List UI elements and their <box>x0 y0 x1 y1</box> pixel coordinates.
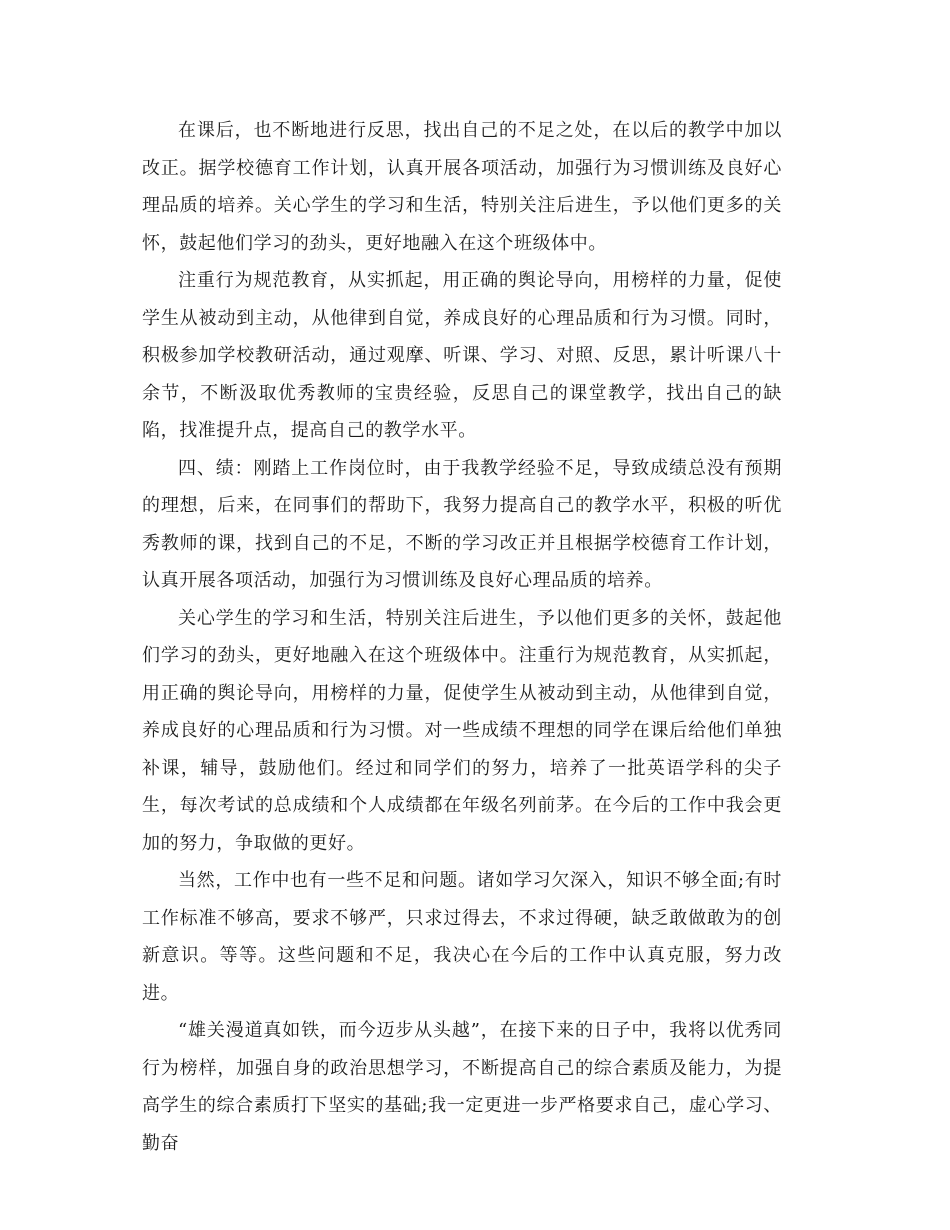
paragraph-student-care: 关心学生的学习和生活，特别关注后进生，予以他们更多的关怀，鼓起他们学习的劲头，更好地融入在这个班级体中。注重行为规范教育，从实抓起，用正确的舆论导向，用榜样的力量，促使学生从被动到主动，从他律到自觉，养成良好的心理品质和行为习惯。对一些成绩不理想的同学在课后给他们单独补课，辅导，鼓励他们。经过和同学们的努力，培养了一批英语学科的尖子生，每次考试的总成绩和个人成绩都在年级名列前茅。在今后的工作中我会更加的努力，争取做的更好。 <box>142 607 782 854</box>
paragraph-achievements: 四、绩：刚踏上工作岗位时，由于我教学经验不足，导致成绩总没有预期的理想，后来，在同事们的帮助下，我努力提高自己的教学水平，积极的听优秀教师的课，找到自己的不足，不断的学习改正并且根据学校德育工作计划，认真开展各项活动，加强行为习惯训练及良好心理品质的培养。 <box>142 457 782 591</box>
paragraph-shortcomings: 当然，工作中也有一些不足和问题。诸如学习欠深入，知识不够全面;有时工作标准不够高，要求不够严，只求过得去，不求过得硬，缺乏敢做敢为的创新意识。等等。这些问题和不足，我决心在今后的工作中认真克服，努力改进。 <box>142 870 782 1004</box>
paragraph-behavior-norms: 注重行为规范教育，从实抓起，用正确的舆论导向，用榜样的力量，促使学生从被动到主动，从他律到自觉，养成良好的心理品质和行为习惯。同时，积极参加学校教研活动，通过观摩、听课、学习、对照、反思，累计听课八十余节，不断汲取优秀教师的宝贵经验，反思自己的课堂教学，找出自己的缺陷，找准提升点，提高自己的教学水平。 <box>142 270 782 441</box>
paragraph-outlook: “雄关漫道真如铁，而今迈步从头越”，在接下来的日子中，我将以优秀同行为榜样，加强自身的政治思想学习，不断提高自己的综合素质及能力，为提高学生的综合素质打下坚实的基础;我一定更进一步严格要求自己，虚心学习、勤奋 <box>142 1020 782 1154</box>
paragraph-reflection: 在课后，也不断地进行反思，找出自己的不足之处，在以后的教学中加以改正。据学校德育工作计划，认真开展各项活动，加强行为习惯训练及良好心理品质的培养。关心学生的学习和生活，特别关注后进生，予以他们更多的关怀，鼓起他们学习的劲头，更好地融入在这个班级体中。 <box>142 120 782 254</box>
document-body <box>142 112 782 1162</box>
